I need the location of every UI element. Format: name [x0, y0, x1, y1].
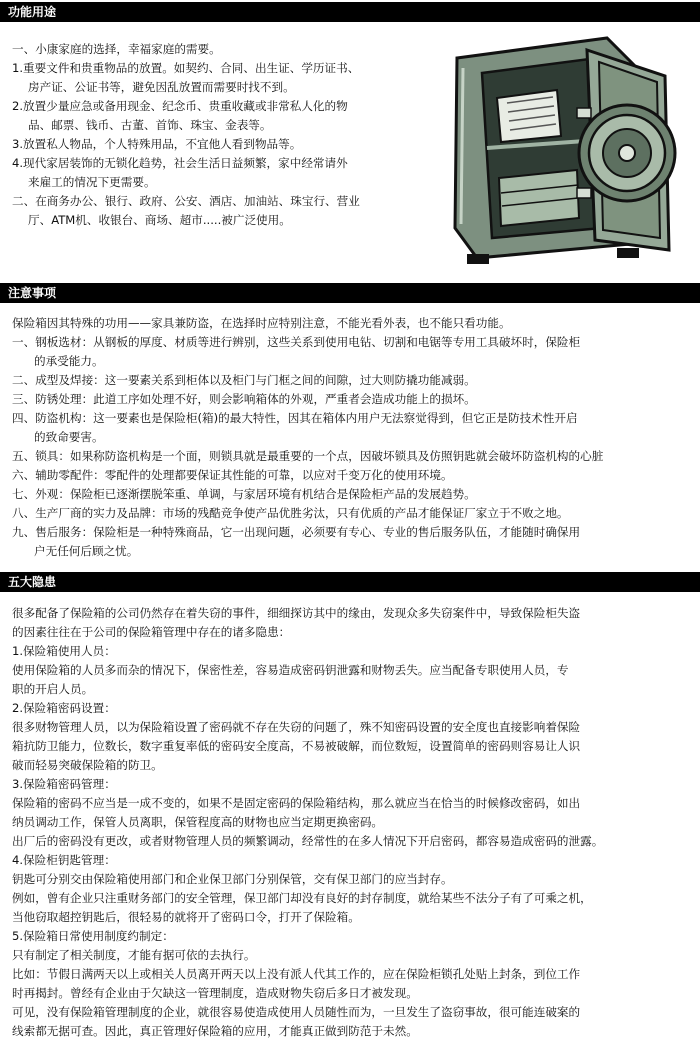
text-line: 时再揭封。曾经有企业由于欠缺这一管理制度，造成财物失窃后多日才被发现。 [12, 986, 418, 1000]
text-line: 八、生产厂商的实力及品牌：市场的残酷竞争使产品优胜劣汰，只有优质的产品才能保证厂家立于不败之地。 [12, 506, 569, 520]
text-line: 3.保险箱密码管理： [12, 777, 116, 791]
text-line: 钥匙可分别交由保险箱使用部门和企业保卫部门分别保管，交有保卫部门的应当封存。 [12, 872, 453, 886]
text-line: 二、在商务办公、银行、政府、公安、酒店、加油站、珠宝行、营业 [12, 194, 360, 208]
text-line: 比如：节假日满两天以上或相关人员离开两天以上没有派人代其工作的，应在保险柜锁孔处贴上封条，到位工作 [12, 967, 581, 981]
text-line: 一、钢板选材：从钢板的厚度、材质等进行辨别，这些关系到使用电钻、切割和电锯等专用工具破坏时，保险柜 [12, 335, 581, 349]
text-line: 二、成型及焊接：这一要素关系到柜体以及柜门与门框之间的间隙，过大则防撬功能减弱。 [12, 373, 476, 387]
text-line: 六、辅助零配件：零配件的处理都要保证其性能的可靠，以应对千变万化的使用环境。 [12, 468, 453, 482]
text-line: 五、锁具：如果称防盗机构是一个面，则锁具就是最重要的一个点，因破坏锁具及仿照钥匙就会破坏防盗机构的心脏 [12, 449, 604, 463]
text-line: 户无任何后顾之忧。 [34, 544, 139, 558]
text-line: 厅、ATM机、收银台、商场、超市.....被广泛使用。 [28, 213, 291, 227]
text-line: 保险箱因其特殊的功用——家具兼防盗，在选择时应特别注意，不能光看外表，也不能只看功能。 [12, 316, 511, 330]
text-line: 使用保险箱的人员多而杂的情况下，保密性差，容易造成密码钥泄露和财物丢失。应当配备专职使用人员，专 [12, 663, 569, 677]
text-line: 职的开启人员。 [12, 682, 94, 696]
text-line: 很多配备了保险箱的公司仍然存在着失窃的事件，细细探访其中的缘由，发现众多失窃案件中，导致保险柜失盗 [12, 606, 581, 620]
text-line: 出厂后的密码没有更改，或者财物管理人员的频繁调动，经常性的在多人情况下开启密码，都容易造成密码的泄露。 [12, 834, 604, 848]
text-line: 2.放置少量应急或备用现金、纪念币、贵重收藏或非常私人化的物 [12, 99, 348, 113]
text-line: 破而轻易突破保险箱的防卫。 [12, 758, 163, 772]
text-line: 的因素往往在于公司的保险箱管理中存在的诸多隐患： [12, 625, 291, 639]
text-line: 4.现代家居装饰的无锁化趋势，社会生活日益频繁，家中经常请外 [12, 156, 348, 170]
text-line: 七、外观：保险柜已逐渐摆脱笨重、单调，与家居环境有机结合是保险柜产品的发展趋势。 [12, 487, 476, 501]
text-line: 很多财物管理人员，以为保险箱设置了密码就不存在失窃的问题了，殊不知密码设置的安全度也直接影响着保险 [12, 720, 581, 734]
text-line: 可见，没有保险箱管理制度的企业，就很容易使造成使用人员随性而为，一旦发生了盗窃事故，很可能连破案的 [12, 1005, 581, 1019]
text-line: 例如，曾有企业只注重财务部门的安全管理，保卫部门却没有良好的封存制度，就给某些不法分子有了可乘之机， [12, 891, 592, 905]
text-line: 四、防盗机构：这一要素也是保险柜(箱)的最大特性，因其在箱体内用户无法察觉得到，但它正是防技术性开启 [12, 411, 578, 425]
section-header-notes: 注意事项 [0, 283, 700, 303]
text-line: 1.重要文件和贵重物品的放置。如契约、合同、出生证、学历证书、 [12, 61, 360, 75]
text-line: 房产证、公证书等，避免因乱放置而需要时找不到。 [28, 80, 295, 94]
text-line: 品、邮票、钱币、古董、首饰、珠宝、金表等。 [28, 118, 272, 132]
section-hazards-text [12, 604, 692, 1041]
text-line: 只有制定了相关制度，才能有据可依的去执行。 [12, 948, 256, 962]
text-line: 一、小康家庭的选择，幸福家庭的需要。 [12, 42, 221, 56]
text-line: 3.放置私人物品，个人特殊用品，不宜他人看到物品等。 [12, 137, 302, 151]
open-safe-illustration [437, 28, 677, 268]
text-line: 九、售后服务：保险柜是一种特殊商品，它一出现问题，必须要有专心、专业的售后服务队伍，才能随时确保用 [12, 525, 581, 539]
section-header-functions: 功能用途 [0, 2, 700, 22]
text-line: 当他窃取超控钥匙后，很轻易的就将开了密码口令，打开了保险箱。 [12, 910, 360, 924]
text-line: 来雇工的情况下更需要。 [28, 175, 156, 189]
text-line: 线索都无据可查。因此，真正管理好保险箱的应用，才能真正做到防范于未然。 [12, 1024, 418, 1038]
text-line: 保险箱的密码不应当是一成不变的，如果不是固定密码的保险箱结构，那么就应当在恰当的时候修改密码，如出 [12, 796, 581, 810]
section-functions-text [12, 40, 422, 230]
section-header-hazards: 五大隐患 [0, 572, 700, 592]
text-line: 4.保险柜钥匙管理： [12, 853, 116, 867]
section-notes-text [12, 314, 692, 561]
text-line: 的承受能力。 [34, 354, 104, 368]
text-line: 三、防锈处理：此道工序如处理不好，则会影响箱体的外观，严重者会造成功能上的损坏。 [12, 392, 476, 406]
text-line: 1.保险箱使用人员： [12, 644, 116, 658]
text-line: 的致命要害。 [34, 430, 104, 444]
text-line: 箱抗防卫能力，位数长，数字重复率低的密码安全度高，不易被破解，而位数短，设置简单的密码则容易让人识 [12, 739, 581, 753]
text-line: 2.保险箱密码设置： [12, 701, 116, 715]
text-line: 纳员调动工作，保管人员离职，保管程度高的财物也应当定期更换密码。 [12, 815, 384, 829]
text-line: 5.保险箱日常使用制度约制定： [12, 929, 174, 943]
